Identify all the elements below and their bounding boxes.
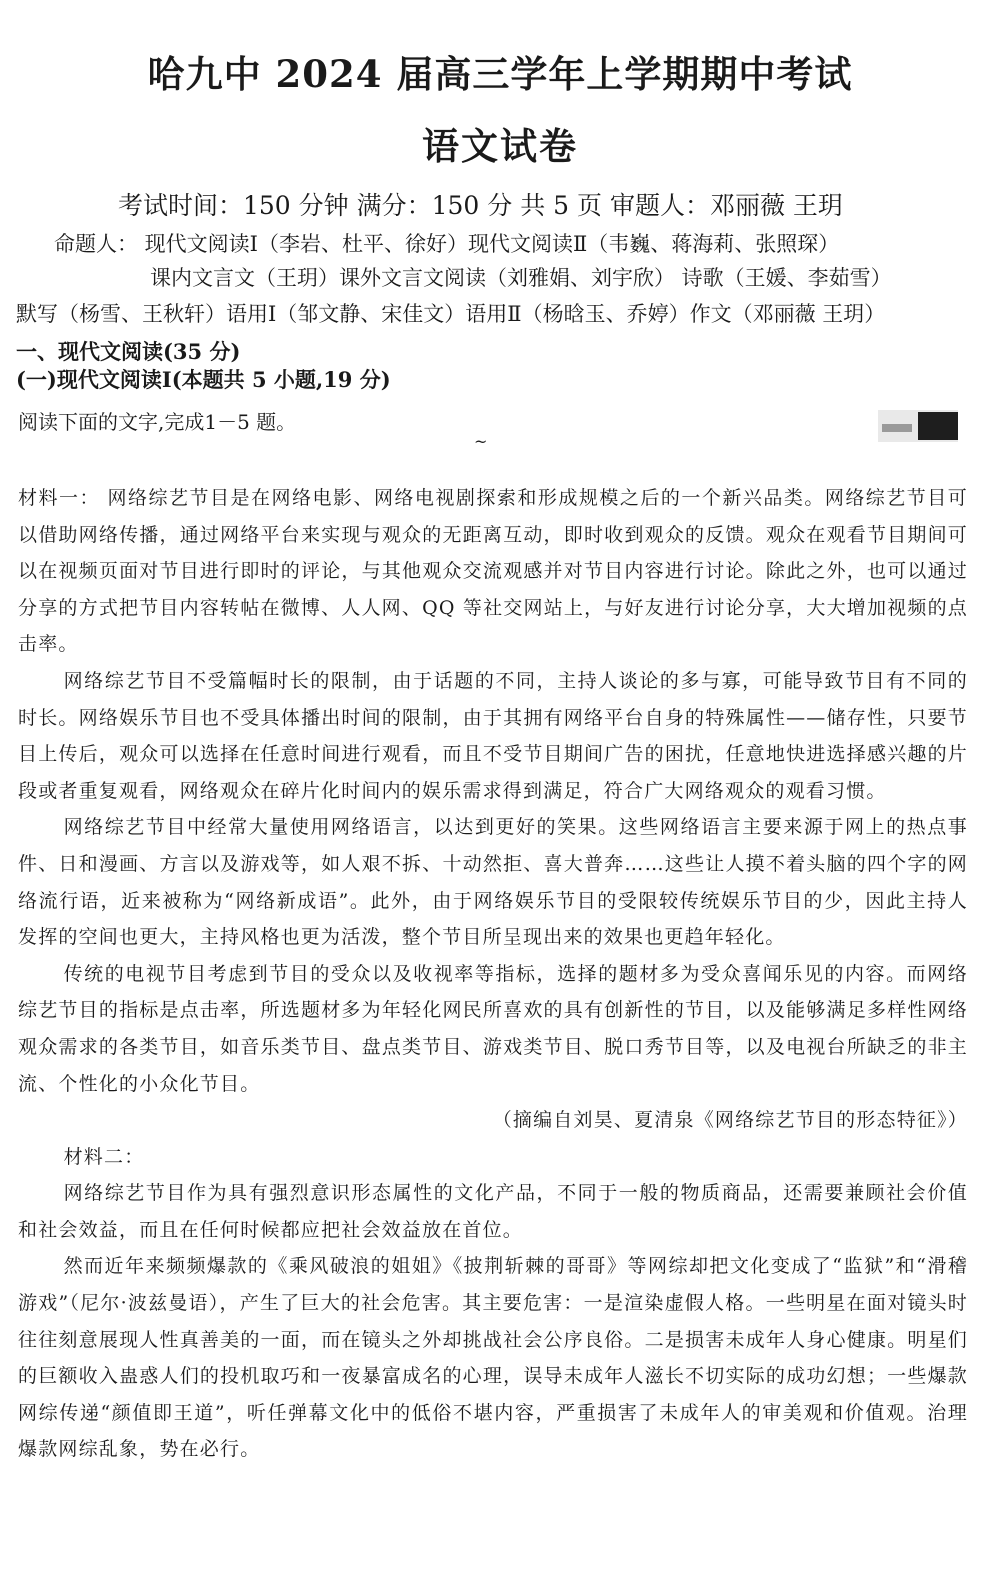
material-two-paragraph: 然而近年来频频爆款的《乘风破浪的姐姐》《披荆斩棘的哥哥》等网综却把文化变成了“监狱”和“滑稽游戏”（尼尔·波兹曼语），产生了巨大的社会危害。其主要危害：一是渲染虚假人格。一些明星在面对镜头时往往刻意展现人性真善美的一面，而在镜头之外却挑战社会公序良俗。二是损害未成年人身心健康。明星们的巨额收入蛊惑人们的投机取巧和一夜暴富成名的心理，误导未成年人滋长不切实际的成功幻想；一些爆款网综传递“颜值即王道”，听任弹幕文化中的低俗不堪内容，严重损害了未成年人的审美观和价值观。治理爆款网综乱象，势在必行。 bbox=[18, 1255, 968, 1461]
exam-subtitle: 语文试卷 bbox=[422, 124, 578, 168]
material-two-paragraph: 网络综艺节目作为具有强烈意识形态属性的文化产品，不同于一般的物质商品，还需要兼顾社会价值和社会效益，而且在任何时候都应把社会效益放在首位。 bbox=[18, 1182, 968, 1241]
material-one-paragraph: 网络综艺节目不受篇幅时长的限制，由于话题的不同，主持人谈论的多与寡，可能导致节目有不同的时长。网络娱乐节目也不受具体播出时间的限制，由于其拥有网络平台自身的特殊属性——储存性，只要节目上传后，观众可以选择在任意时间进行观看，而且不受节目期间广告的困扰，任意地快进选择感兴趣的片段或者重复观看，网络观众在碎片化时间内的娱乐需求得到满足，符合广大网络观众的观看习惯。 bbox=[18, 669, 968, 802]
material-two-label: 材料二： bbox=[63, 1145, 145, 1168]
exam-title: 哈九中 2024 届高三学年上学期期中考试 bbox=[147, 52, 853, 96]
section-heading: 一、现代文阅读(35 分) bbox=[16, 339, 241, 364]
section-subheading: (一)现代文阅读Ⅰ(本题共 5 小题,19 分) bbox=[16, 367, 391, 392]
exam-info: 考试时间：150 分钟 满分：150 分 共 5 页 审题人：邓丽薇 王玥 bbox=[118, 191, 843, 220]
authors-line-2: 课内文言文（王玥）课外文言文阅读（刘雅娟、刘宇欣） 诗歌（王媛、李茹雪） bbox=[150, 266, 892, 290]
material-one-paragraph: 网络综艺节目中经常大量使用网络语言，以达到更好的笑果。这些网络语言主要来源于网上的热点事件、日和漫画、方言以及游戏等，如人艰不拆、十动然拒、喜大普奔……这些让人摸不着头脑的四个字的网络流行语，近来被称为“网络新成语”。此外，由于网络娱乐节目的受限较传统娱乐节目的少，因此主持人发挥的空间也更大，主持风格也更为活泼，整个节目所呈现出来的效果也更趋年轻化。 bbox=[18, 816, 968, 949]
tilde-mark: ~ bbox=[474, 432, 488, 451]
material-one-source: （摘编自刘昊、夏清泉《网络综艺节目的形态特征》） bbox=[492, 1109, 968, 1132]
material-one bbox=[18, 480, 968, 1468]
authors-line-1: 命题人： 现代文阅读Ⅰ（李岩、杜平、徐好）现代文阅读Ⅱ（韦巍、蒋海莉、张照琛） bbox=[54, 232, 840, 256]
material-one-paragraph: 传统的电视节目考虑到节目的受众以及收视率等指标，选择的题材多为受众喜闻乐见的内容。而网络综艺节目的指标是点击率，所选题材多为年轻化网民所喜欢的具有创新性的节目，以及能够满足多样性网络观众需求的各类节目，如音乐类节目、盘点类节目、游戏类节目、脱口秀节目等，以及电视台所缺乏的非主流、个性化的小众化节目。 bbox=[18, 962, 968, 1095]
material-one-paragraph: 材料一： 网络综艺节目是在网络电影、网络电视剧探索和形成规模之后的一个新兴品类。网络综艺节目可以借助网络传播，通过网络平台来实现与观众的无距离互动，即时收到观众的反馈。观众在观看节目期间可以在视频页面对节目进行即时的评论，与其他观众交流观感并对节目内容进行讨论。除此之外，也可以通过分享的方式把节目内容转帖在微博、人人网、QQ 等社交网站上，与好友进行讨论分享，大大增加视频的点击率。 bbox=[18, 487, 968, 656]
stamp-mark bbox=[872, 404, 964, 448]
reading-instruction: 阅读下面的文字,完成1－5 题。 bbox=[18, 410, 297, 434]
authors-line-3: 默写（杨雪、王秋轩）语用Ⅰ（邹文静、宋佳文）语用Ⅱ（杨晗玉、乔婷）作文（邓丽薇 王玥） bbox=[16, 302, 886, 326]
